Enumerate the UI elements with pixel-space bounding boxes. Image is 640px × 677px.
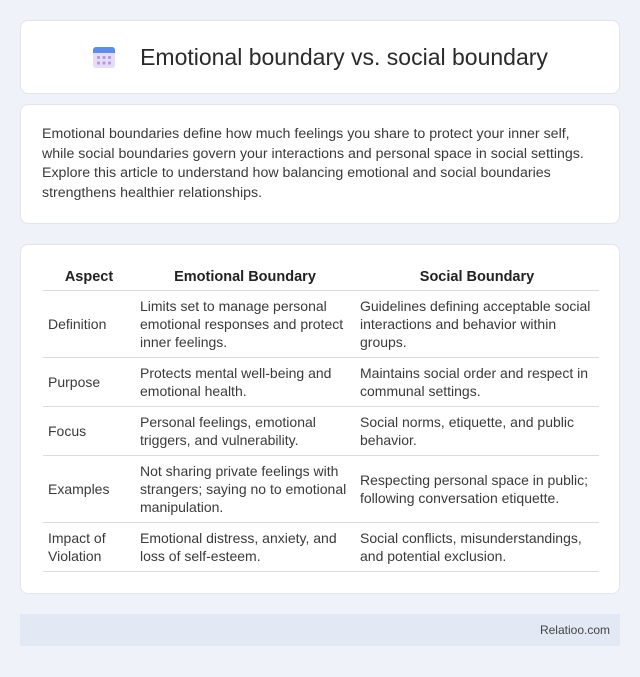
header-aspect: Aspect — [43, 263, 135, 291]
footer-site-link[interactable]: Relatioo.com — [539, 623, 610, 637]
table-row — [43, 523, 599, 572]
header-emotional-boundary: Emotional Boundary — [135, 263, 355, 291]
row-emotional: Emotional distress, anxiety, and loss of self-esteem. — [135, 523, 355, 572]
row-aspect: Focus — [43, 407, 135, 456]
row-emotional: Limits set to manage personal emotional responses and protect inner feelings. — [135, 291, 355, 358]
page-title: Emotional boundary vs. social boundary — [140, 43, 548, 70]
comparison-table — [43, 263, 599, 572]
row-emotional: Protects mental well-being and emotional health. — [135, 358, 355, 407]
calendar-icon — [92, 45, 116, 69]
header-social-boundary: Social Boundary — [355, 263, 599, 291]
table-header-row — [43, 263, 599, 291]
table-row — [43, 407, 599, 456]
row-social: Maintains social order and respect in communal settings. — [355, 358, 599, 407]
title-card — [20, 20, 620, 94]
row-social: Respecting personal space in public; following conversation etiquette. — [355, 456, 599, 523]
row-aspect: Impact of Violation — [43, 523, 135, 572]
comparison-table-card — [20, 244, 620, 594]
row-aspect: Examples — [43, 456, 135, 523]
row-emotional: Not sharing private feelings with strangers; saying no to emotional manipulation. — [135, 456, 355, 523]
row-aspect: Definition — [43, 291, 135, 358]
table-row — [43, 358, 599, 407]
intro-text: Emotional boundaries define how much feelings you share to protect your inner self, while social boundaries govern your interactions and personal space in social settings. Explore this article to understand how balancing emotional and social boundaries strengthens healthier relationships. — [42, 126, 584, 201]
row-aspect: Purpose — [43, 358, 135, 407]
intro-card — [20, 104, 620, 224]
footer — [20, 614, 620, 646]
row-social: Guidelines defining acceptable social interactions and behavior within groups. — [355, 291, 599, 358]
table-row — [43, 291, 599, 358]
row-emotional: Personal feelings, emotional triggers, and vulnerability. — [135, 407, 355, 456]
row-social: Social conflicts, misunderstandings, and potential exclusion. — [355, 523, 599, 572]
row-social: Social norms, etiquette, and public behavior. — [355, 407, 599, 456]
table-row — [43, 456, 599, 523]
